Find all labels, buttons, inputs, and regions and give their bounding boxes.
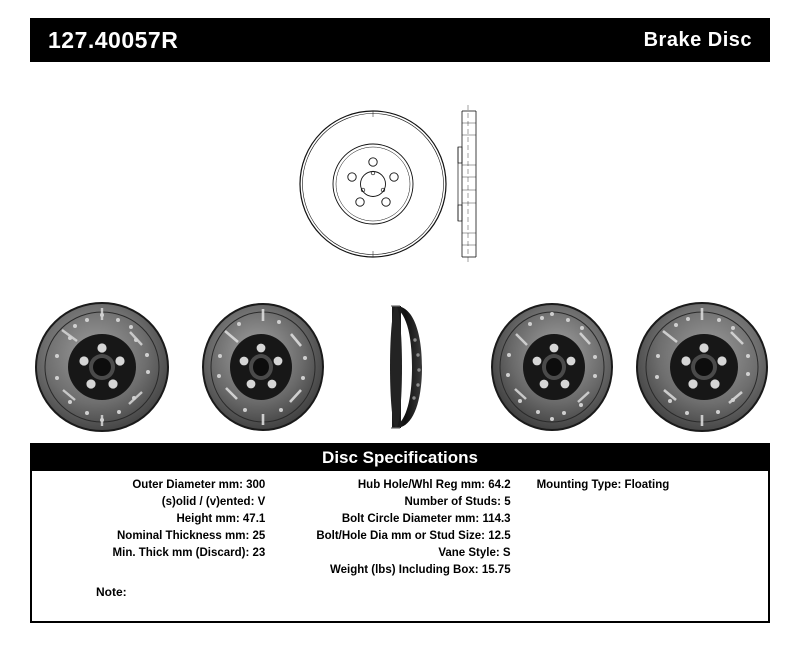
spec-label: Vane Style: [438,547,500,559]
spec-value: 47.1 [242,513,266,525]
spec-row [32,477,265,494]
rotor-photo-drilled-slotted-left [30,300,178,440]
disc-specifications-panel [30,443,770,623]
spec-label: Nominal Thickness mm: [117,530,250,542]
spec-row [277,477,510,494]
rotor-face-diagram [300,111,446,257]
spec-label: Bolt/Hole Dia mm or Stud Size: [316,530,485,542]
rotor-technical-drawing [290,95,540,275]
rotor-photo-edge-profile [382,300,436,440]
spec-label: Number of Studs: [404,496,501,508]
spec-label: Hub Hole/Whl Reg mm: [357,479,485,491]
note-label: Note: [96,585,127,599]
rotor-edge-diagram [458,105,476,263]
note-row [96,585,127,599]
rotor-photo-drilled-right [482,300,622,440]
spec-label: Min. Thick mm (Discard): [112,547,250,559]
spec-row [277,494,510,511]
spec-label: (s)olid / (v)ented: [161,496,255,508]
spec-columns [32,477,768,579]
spec-value: S [502,547,511,559]
rotor-photo-slotted-right [630,300,776,440]
spec-value: Floating [624,479,670,491]
top-drawing-group [290,95,540,275]
spec-label: Height mm: [176,513,240,525]
spec-value: 25 [252,530,266,542]
spec-row [277,511,510,528]
spec-label: Mounting Type: [536,479,622,491]
spec-row [277,562,510,579]
part-number: 127.40057R [48,27,179,53]
spec-column-left [32,477,277,579]
spec-value: 12.5 [488,530,511,542]
rotor-photo-slotted-angled [195,300,335,440]
spec-value: 300 [246,479,266,491]
spec-row [277,545,510,562]
spec-label: Weight (lbs) Including Box: [329,564,479,576]
spec-column-right [523,477,768,579]
spec-value: 15.75 [481,564,511,576]
rotor-photo-row [30,300,770,435]
spec-value: 114.3 [482,513,511,525]
spec-row [32,528,265,545]
document-type-label: Brake Disc [643,29,752,51]
spec-label: Bolt Circle Diameter mm: [341,513,480,525]
spec-value: 23 [252,547,266,559]
spec-value: V [257,496,266,508]
spec-label: Outer Diameter mm: [132,479,243,491]
spec-row [32,494,265,511]
spec-value: 64.2 [488,479,511,491]
header-bar [30,18,770,62]
spec-row [32,545,265,562]
spec-column-middle [277,477,522,579]
spec-title: Disc Specifications [32,445,768,471]
spec-row [32,511,265,528]
spec-value: 5 [504,496,511,508]
spec-row [277,528,510,545]
spec-row [537,477,768,494]
